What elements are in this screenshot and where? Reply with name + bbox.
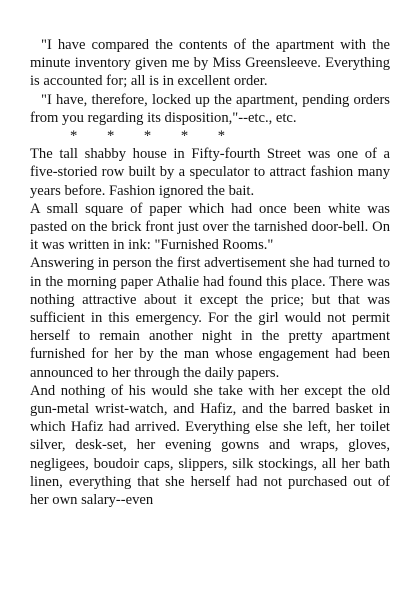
body-paragraph-house: The tall shabby house in Fifty-fourth Street was one of a five-storied row built by a speculator to attract fashion many years before. Fashion ignored the bait. bbox=[30, 146, 390, 199]
section-break: * * * * * bbox=[70, 128, 226, 145]
letter-paragraph-2: "I have, therefore, locked up the apartment, pending orders from you regarding its disposition,"--etc., etc. bbox=[30, 91, 390, 126]
document-page bbox=[30, 36, 390, 509]
body-paragraph-advertisement: Answering in person the first advertisement she had turned to in the morning paper Athalie had found this place. There was nothing attractive about it except the price; but that was sufficient in this emergency. For the girl would not permit herself to remain another night in the pretty apartment furnished for her by the man whose engagement had been announced to her through the daily papers. bbox=[30, 255, 390, 381]
body-paragraph-belongings: And nothing of his would she take with her except the old gun-metal wrist-watch, and Hafiz, and the barred basket in which Hafiz had arrived. Everything else she left, her toilet silver, desk-set, her evening gowns and wraps, gloves, negligees, boudoir caps, slippers, silk stockings, all her bath linen, everything that she herself had not purchased out of her own salary--even bbox=[30, 382, 390, 509]
letter-paragraph-1: "I have compared the contents of the apartment with the minute inventory given me by Miss Greensleeve. Everything is accounted for; all is in excellent order. bbox=[30, 37, 390, 90]
body-paragraph-sign: A small square of paper which had once been white was pasted on the brick front just over the tarnished door-bell. On it was written in ink: "Furnished Rooms." bbox=[30, 200, 390, 254]
